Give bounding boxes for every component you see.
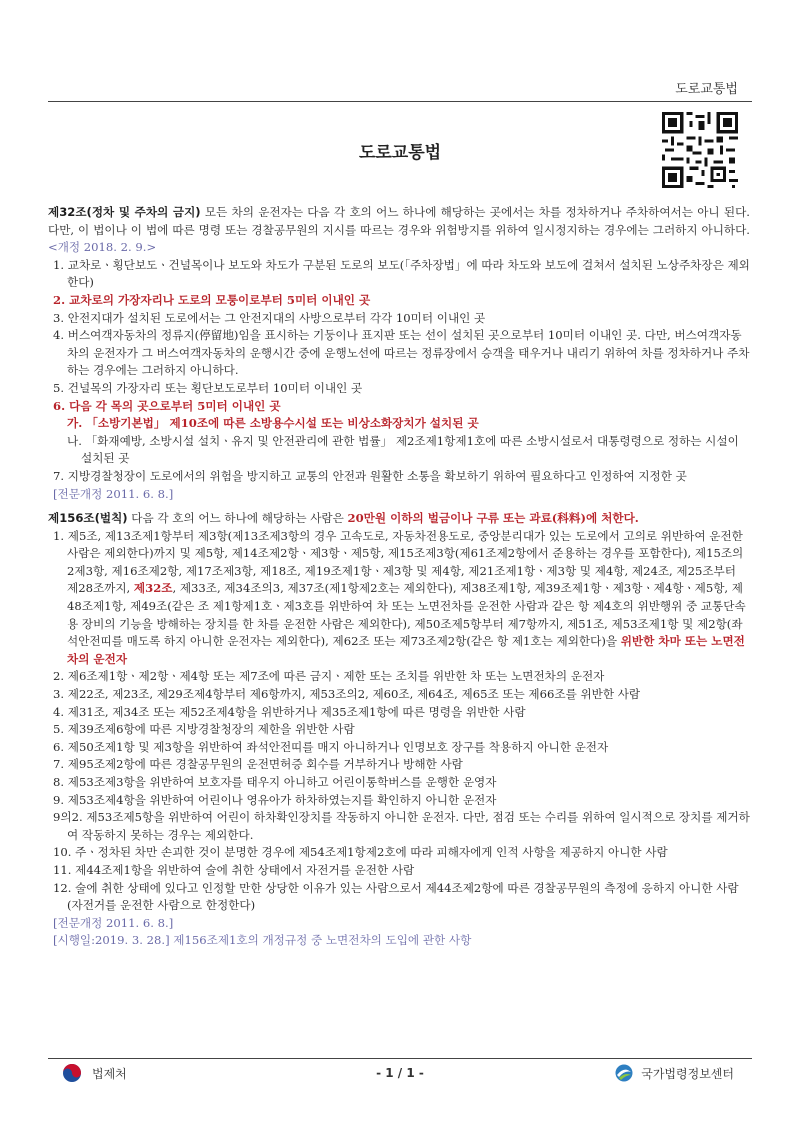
page-number: - 1 / 1 -	[376, 1066, 424, 1080]
article-156-item-9-2: 9의2. 제53조제5항을 위반하여 어린이 하차확인장치를 작동하지 아니한 운전자. 다만, 점검 또는 수리를 위하여 일시적으로 장치를 제거하여 작동하지 못하는 경우는 제외한다.	[53, 810, 750, 842]
footer-ministry-name: 법제처	[92, 1066, 127, 1081]
article-32-item-6-na: 나. 「화재예방, 소방시설 설치ㆍ유지 및 안전관리에 관한 법률」 제2조제1항제1호에 따른 소방시설로서 대통령령으로 정하는 시설이 설치된 곳	[67, 433, 739, 466]
article-156-intro: 제156조(벌칙) 다음 각 호의 어느 하나에 해당하는 사람은 20만원 이하의 벌금이나 구류 또는 과료(科料)에 처한다.	[48, 511, 639, 526]
footer-center-name: 국가법령정보센터	[641, 1066, 734, 1081]
article-32-item-4: 4. 버스여객자동차의 정류지(停留地)임을 표시하는 기둥이나 표지판 또는 선이 설치된 곳으로부터 10미터 이내인 곳. 다만, 버스여객자동차의 운전자가 그 버스여객자동차의 운행시간 중에 운행노선에 따르는 정류장에서 승객을 태우거나 내리기 위하여 차를 정차하거나 주차하는 경우에는 그러하지 아니하다.	[53, 328, 750, 378]
article-32-item-5: 5. 건널목의 가장자리 또는 횡단보도로부터 10미터 이내인 곳	[53, 380, 363, 395]
article-32-intro: 제32조(정차 및 주차의 금지) 모든 차의 운전자는 다음 각 호의 어느 하나에 해당하는 곳에서는 차를 정차하거나 주차하여서는 아니 된다. 다만, 이 법이나 이 법에 따른 명령 또는 경찰공무원의 지시를 따르는 경우와 위험방지를 위하여 일시정지하는 경우에는 그러하지 아니하다. <개정 2018. 2. 9.>	[48, 205, 750, 255]
article-156-revision-note: [전문개정 2011. 6. 8.]	[53, 915, 174, 930]
article-32-item-3: 3. 안전지대가 설치된 도로에서는 그 안전지대의 사방으로부터 각각 10미터 이내인 곳	[53, 310, 486, 325]
article-156-item-9: 9. 제53조제4항을 위반하여 어린이나 영유아가 하차하였는지를 확인하지 아니한 운전자	[53, 792, 497, 807]
article-156-item-5: 5. 제39조제6항에 따른 지방경찰청장의 제한을 위반한 사람	[53, 722, 355, 737]
footer-rule	[48, 1058, 752, 1059]
article-156-item-12: 12. 술에 취한 상태에 있다고 인정할 만한 상당한 이유가 있는 사람으로서 제44조제2항에 따른 경찰공무원의 측정에 응하지 아니한 사람(자전거를 운전한 사람으로 한정한다)	[53, 880, 739, 913]
article-156-item-2: 2. 제6조제1항ㆍ제2항ㆍ제4항 또는 제7조에 따른 금지ㆍ제한 또는 조치를 위반한 차 또는 노면전차의 운전자	[53, 669, 605, 684]
article-32-revision-note: [전문개정 2011. 6. 8.]	[53, 486, 174, 501]
article-156-heading: 제156조(벌칙)	[48, 511, 128, 526]
article-32-heading: 제32조(정차 및 주차의 금지)	[48, 205, 201, 219]
article-156-item-4: 4. 제31조, 제34조 또는 제52조제4항을 위반하거나 제35조제1항에 따른 명령을 위반한 사람	[53, 704, 526, 719]
law-center-logo-icon	[613, 1063, 635, 1083]
article-156-item-3: 3. 제22조, 제23조, 제29조제4항부터 제6항까지, 제53조의2, 제60조, 제64조, 제65조 또는 제66조를 위반한 사람	[53, 687, 641, 702]
article-156-item-8: 8. 제53조제3항을 위반하여 보호자를 태우지 아니하고 어린이통학버스를 운행한 운영자	[53, 775, 497, 789]
article-32-item-6-ga: 가. 「소방기본법」 제10조에 따른 소방용수시설 또는 비상소화장치가 설치된 곳	[67, 416, 479, 431]
document-title: 도로교통법	[358, 143, 442, 163]
article-156-item-1: 1. 제5조, 제13조제1항부터 제3항(제13조제3항의 경우 고속도로, 자동차전용도로, 중앙분리대가 있는 도로에서 고의로 위반하여 운전한 사람은 제외한다)까지 및 제5항, 제14조제2항ㆍ제3항ㆍ제5항, 제15조제3항(제61조제2항에서 준용하는 경우를 포함한다), 제15조의2제3항, 제16조제2항, 제17조제3항, 제18조, 제19조제1항ㆍ제3항 및 제4항, 제21조제1항ㆍ제3항 및 제4항, 제24조, 제25조부터 제28조까지, 제32조, 제33조, 제34조의3, 제37조(제1항제2호는 제외한다), 제38조제1항, 제39조제1항ㆍ제3항ㆍ제4항ㆍ제5항, 제48조제1항, 제49조(같은 조 제1항제1호ㆍ제3호를 위반하여 차 또는 노면전차를 운전한 사람과 같은 항 제4호의 위반행위 중 교통단속용 장비의 기능을 방해하는 장치를 한 차를 운전한 사람은 제외한다), 제50조제5항부터 제7항까지, 제51조, 제53조제1항 및 제2항(좌석안전띠를 매도록 하지 아니한 운전자는 제외한다), 제62조 또는 제73조제2항(같은 항 제1호는 제외한다)을 위반한 차마 또는 노면전차의 운전자	[53, 528, 746, 666]
running-header-title: 도로교통법	[675, 82, 738, 97]
header-rule	[48, 101, 752, 102]
article-156-item-6: 6. 제50조제1항 및 제3항을 위반하여 좌석안전띠를 매지 아니하거나 인명보호 장구를 착용하지 아니한 운전자	[53, 739, 609, 754]
article-32-item-7: 7. 지방경찰청장이 도로에서의 위험을 방지하고 교통의 안전과 원활한 소통을 확보하기 위하여 필요하다고 인정하여 지정한 곳	[53, 468, 687, 483]
footer-right	[613, 1063, 734, 1083]
article-32-item-2: 2. 교차로의 가장자리나 도로의 모퉁이로부터 5미터 이내인 곳	[53, 292, 371, 307]
amendment-note: <개정 2018. 2. 9.>	[48, 240, 157, 255]
document-body	[48, 204, 750, 950]
article-32-item-1: 1. 교차로ㆍ횡단보도ㆍ건널목이나 보도와 차도가 구분된 도로의 보도(「주차장법」에 따라 차도와 보도에 걸쳐서 설치된 노상주차장은 제외한다)	[53, 257, 750, 290]
article-156-item-7: 7. 제95조제2항에 따른 경찰공무원의 운전면허증 회수를 거부하거나 방해한 사람	[53, 757, 463, 772]
article-156-item-10: 10. 주ㆍ정차된 차만 손괴한 것이 분명한 경우에 제54조제1항제2호에 따라 피해자에게 인적 사항을 제공하지 아니한 사람	[53, 845, 668, 860]
article-156-item-11: 11. 제44조제1항을 위반하여 술에 취한 상태에서 자전거를 운전한 사람	[53, 862, 415, 877]
article-32-item-6: 6. 다음 각 목의 곳으로부터 5미터 이내인 곳	[53, 398, 281, 413]
article-156-effective-date-note: [시행일:2019. 3. 28.] 제156조제1호의 개정규정 중 노면전차의 도입에 관한 사항	[53, 933, 472, 948]
